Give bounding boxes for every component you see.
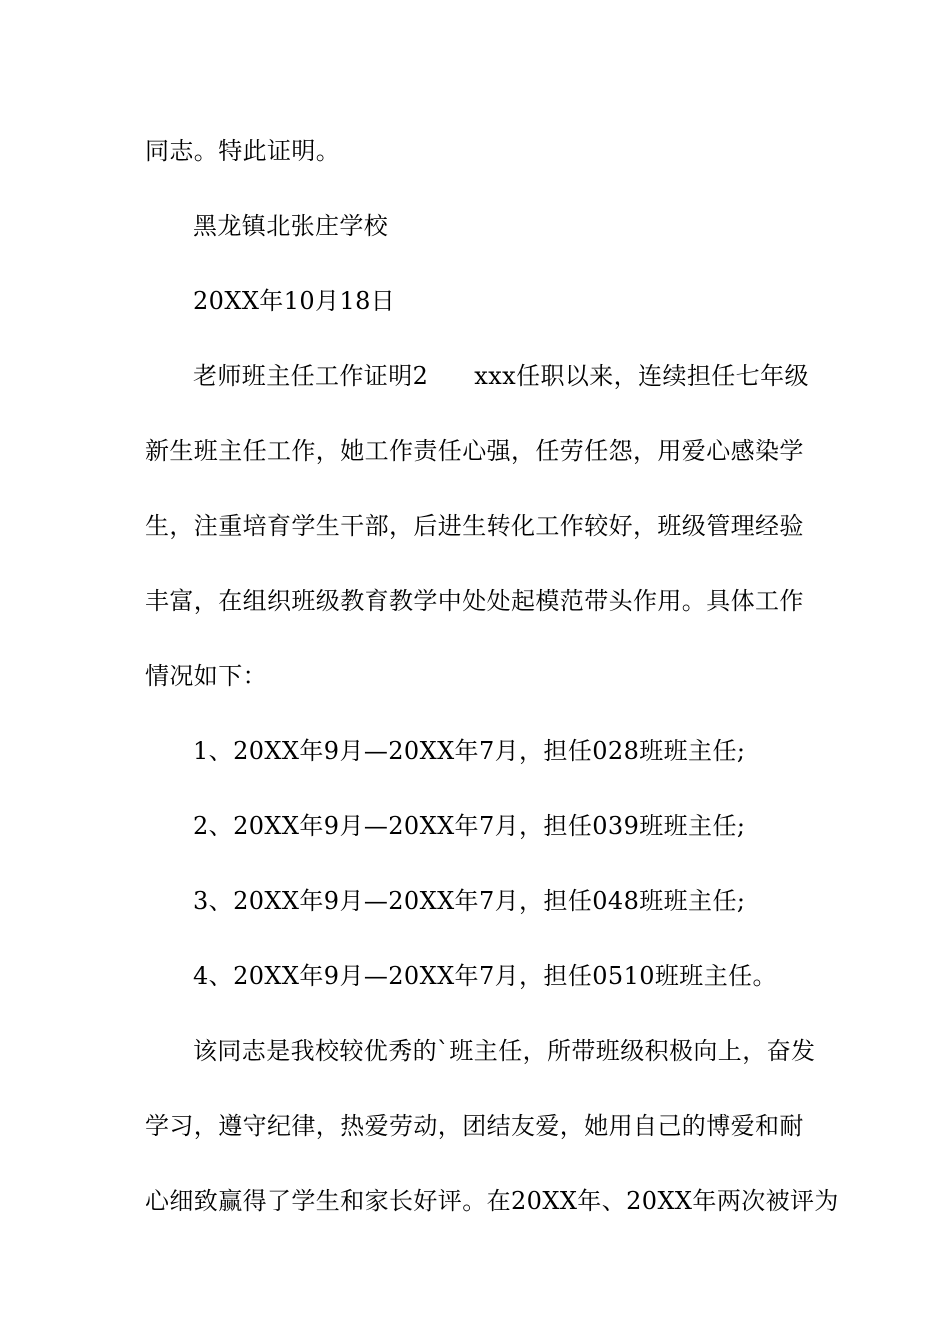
school-name: 黑龙镇北张庄学校 [193,212,389,240]
list-item: 1、20XX年9月—20XX年7月，担任028班班主任; [193,737,746,765]
paragraph-line: 丰富，在组织班级教育教学中处处起模范带头作用。具体工作 [145,587,804,615]
paragraph-line: 心细致赢得了学生和家长好评。在20XX年、20XX年两次被评为 [145,1187,839,1215]
date-line: 20XX年10月18日 [193,287,396,315]
text-line-1: 同志。特此证明。 [145,137,341,165]
paragraph-line: 生，注重培育学生干部，后进生转化工作较好，班级管理经验 [145,512,804,540]
paragraph-line: 情况如下： [145,662,267,690]
list-item: 3、20XX年9月—20XX年7月，担任048班班主任; [193,887,746,915]
section-title: 老师班主任工作证明2 [193,362,429,390]
section-intro-text: xxx任职以来，连续担任七年级 [474,362,809,390]
paragraph-line: 该同志是我校较优秀的`班主任，所带班级积极向上，奋发 [193,1037,816,1065]
paragraph-line: 学习，遵守纪律，热爱劳动，团结友爱，她用自己的博爱和耐 [145,1112,804,1140]
list-item: 4、20XX年9月—20XX年7月，担任0510班班主任。 [193,962,777,990]
section-heading-line [193,361,809,391]
list-item: 2、20XX年9月—20XX年7月，担任039班班主任; [193,812,746,840]
paragraph-line: 新生班主任工作，她工作责任心强，任劳任怨，用爱心感染学 [145,437,804,465]
